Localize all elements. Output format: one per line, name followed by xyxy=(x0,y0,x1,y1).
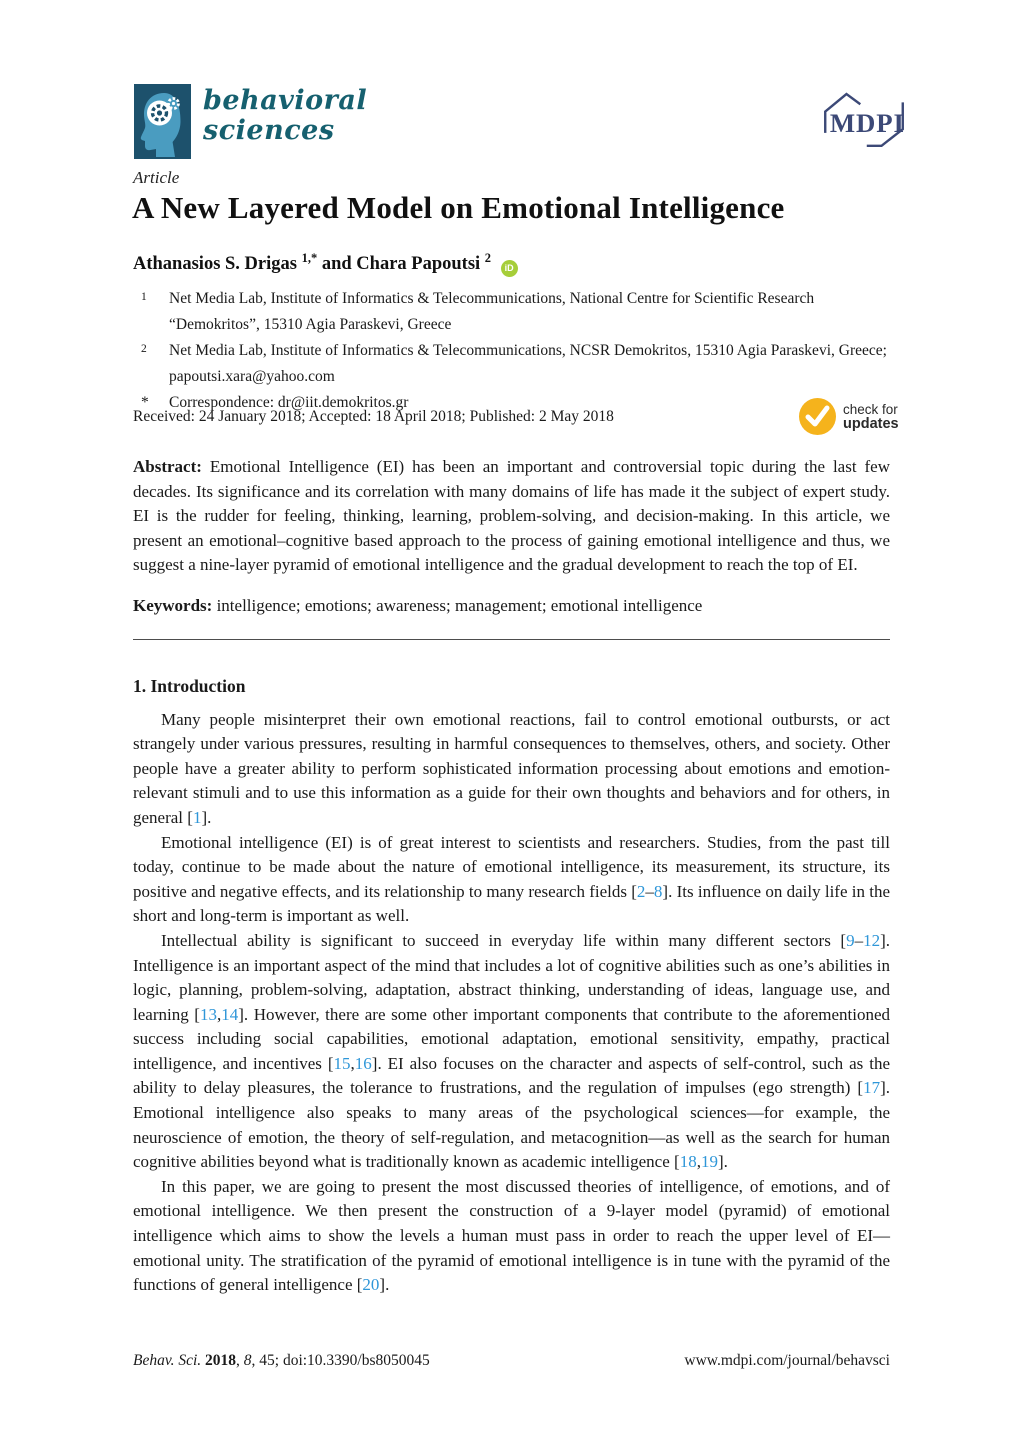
text-run: ]. xyxy=(717,1152,728,1172)
text-run: Emotional intelligence (EI) is of great interest to scientists and researchers. Studies, from the past till today, continue to be made about the nature of emotional intelligence, its measurement, its structure, its positive and negative effects, and its relationship to many research fields [ xyxy=(133,832,890,901)
abstract-label: Abstract: xyxy=(133,457,202,476)
affiliation-text: Net Media Lab, Institute of Informatics & Telecommunications, NCSR Demokritos, 15310 Agia Paraskevi, Greece; papoutsi.xara@yahoo.com xyxy=(169,342,887,385)
citation-link[interactable]: 9 xyxy=(846,930,855,950)
received-accepted-published-line: Received: 24 January 2018; Accepted: 18 April 2018; Published: 2 May 2018 xyxy=(133,408,614,425)
citation-link[interactable]: 16 xyxy=(354,1053,372,1073)
citation-link[interactable]: 12 xyxy=(863,930,881,950)
correspondence-text: Correspondence: dr@iit.demokritos.gr xyxy=(169,394,409,411)
text-run: Many people misinterpret their own emotional reactions, fail to control emotional outbursts, or act strangely under various pressures, resulting in harmful consequences to themselves, others, and society. Other people have a greater ability to perform sophisticated information processing about emotions and emotion-relevant stimuli and to use this information as a guide for their own thoughts and behaviors and for others, in general [ xyxy=(133,709,890,827)
keywords-text: intelligence; emotions; awareness; management; emotional intelligence xyxy=(212,595,703,615)
text-run: ]. xyxy=(379,1275,390,1295)
behavioral-sciences-brain-icon xyxy=(134,84,191,159)
citation-link[interactable]: 13 xyxy=(199,1004,217,1024)
citation-link[interactable]: 14 xyxy=(221,1004,239,1024)
citation-link[interactable]: 20 xyxy=(362,1275,380,1295)
journal-url-link[interactable]: www.mdpi.com/journal/behavsci xyxy=(684,1352,890,1369)
text-run: ]. EI also focuses on the character and aspects of self-control, such as the ability to delay pleasures, the tolerance to frustrations, and the regulation of impulses (ego strength) [ xyxy=(133,1053,890,1098)
text-run: ]. Intelligence is an important aspect of the mind that includes a lot of cognitive abilities such as one’s abilities in logic, planning, problem-solving, adaptation, abstract thinking, understanding of ideas, language use, and learning [ xyxy=(133,930,890,1024)
author-2-affiliation-marker: 2 xyxy=(484,251,492,265)
footer-journal-abbrev: Behav. Sci. xyxy=(133,1352,202,1369)
text-run: , xyxy=(350,1053,355,1073)
affiliation-row-2 xyxy=(133,338,893,390)
author-2-name: Chara Papoutsi xyxy=(356,254,481,275)
journal-name-line2: sciences xyxy=(203,115,335,146)
text-run: Intellectual ability is significant to succeed in everyday life within many different sectors [ xyxy=(161,930,847,950)
text-run: – xyxy=(645,881,654,901)
check-for-updates-label: check for updates xyxy=(843,401,899,432)
citation-link[interactable]: 15 xyxy=(333,1053,351,1073)
citation-link[interactable]: 1 xyxy=(192,807,202,827)
journal-logo xyxy=(134,84,367,159)
citation-link[interactable]: 18 xyxy=(679,1152,697,1172)
text-run: , xyxy=(696,1152,701,1172)
page-title: A New Layered Model on Emotional Intelligence xyxy=(132,190,785,225)
keywords-label: Keywords: xyxy=(133,595,213,615)
check-icon xyxy=(799,398,836,435)
footer-doi: , 45; doi:10.3390/bs8050045 xyxy=(251,1352,430,1369)
affiliation-text: Net Media Lab, Institute of Informatics & Telecommunications, National Centre for Scientific Research “Demokritos”, 15310 Agia Paraskevi, Greece xyxy=(169,290,815,333)
text-run: In this paper, we are going to present the most discussed theories of intelligence, of emotions, and of emotional intelligence. We then present the construction of a 9-layer model (pyramid) of emotional intelligence which aims to show the levels a human must pass in order to reach the upper level of EI—emotional unity. The stratification of the pyramid of emotional intelligence is in tune with the pyramid of the functions of general intelligence [ xyxy=(133,1176,890,1295)
footer-citation: Behav. Sci. 2018, 8, 45; doi:10.3390/bs8050045 xyxy=(133,1352,430,1369)
citation-link[interactable]: 19 xyxy=(700,1152,718,1172)
affiliations-block xyxy=(133,286,893,416)
citation-link[interactable]: 2 xyxy=(636,881,646,901)
footer-volume: 8 xyxy=(243,1352,252,1369)
orcid-icon[interactable]: iD xyxy=(501,260,518,277)
text-run: – xyxy=(854,930,864,950)
intro-paragraph-3 xyxy=(133,929,890,1175)
correspondence-marker: * xyxy=(141,394,149,411)
mdpi-logo xyxy=(816,86,912,152)
intro-paragraph-1 xyxy=(133,708,890,831)
text-run: ]. Its influence on daily life in the short and long-term is important as well. xyxy=(133,881,890,926)
affiliation-marker: 2 xyxy=(141,343,147,355)
text-run: ]. xyxy=(201,807,212,827)
text-run: , xyxy=(216,1004,222,1024)
affiliation-marker: 1 xyxy=(141,291,147,303)
authors-connector: and xyxy=(321,254,352,275)
author-1-name: Athanasios S. Drigas xyxy=(133,254,297,275)
journal-name xyxy=(203,84,367,146)
article-type-label: Article xyxy=(133,168,180,187)
authors-line xyxy=(133,251,518,277)
intro-paragraph-4 xyxy=(133,1175,890,1298)
text-run: ]. However, there are some other important components that contribute to the aforementioned success including social capabilities, emotional adaptation, emotional sensitivity, empathy, practical intelligence, and incentives [ xyxy=(133,1004,890,1073)
abstract-text: Emotional Intelligence (EI) has been an important and controversial topic during the last few decades. Its significance and its correlation with many domains of life has made it the subject of expert study. EI is the rudder for feeling, thinking, learning, problem-solving, and decision-making. In this article, we present an emotional–cognitive based approach to the process of gaining emotional intelligence and thus, we suggest a nine-layer pyramid of emotional intelligence and the gradual development to reach the top of EI. xyxy=(133,457,890,575)
email-link[interactable]: dr@iit.demokritos.gr xyxy=(277,394,409,411)
page-footer xyxy=(133,1352,890,1370)
citation-link[interactable]: 17 xyxy=(863,1078,881,1098)
author-1-affiliation-marker: 1,* xyxy=(301,251,318,265)
intro-paragraph-2 xyxy=(133,831,890,929)
mdpi-logo-text: MDPI xyxy=(829,107,905,138)
affiliation-row-1 xyxy=(133,286,893,338)
check-for-updates-badge[interactable] xyxy=(799,398,899,435)
journal-name-line1: behavioral xyxy=(203,85,368,116)
section-divider xyxy=(133,639,890,640)
keywords-line xyxy=(133,594,890,619)
section-heading-introduction: 1. Introduction xyxy=(133,675,246,696)
footer-year: 2018 xyxy=(205,1352,237,1369)
text-run: ]. Emotional intelligence also speaks to many areas of the psychological sciences—for example, the neuroscience of emotion, the theory of self-regulation, and metacognition—as well as the search for human cognitive abilities beyond what is traditionally known as academic intelligence [ xyxy=(133,1078,890,1172)
abstract-paragraph xyxy=(133,455,890,578)
article-body xyxy=(133,455,890,1298)
email-link[interactable]: papoutsi.xara@yahoo.com xyxy=(169,368,335,385)
citation-link[interactable]: 8 xyxy=(653,881,663,901)
